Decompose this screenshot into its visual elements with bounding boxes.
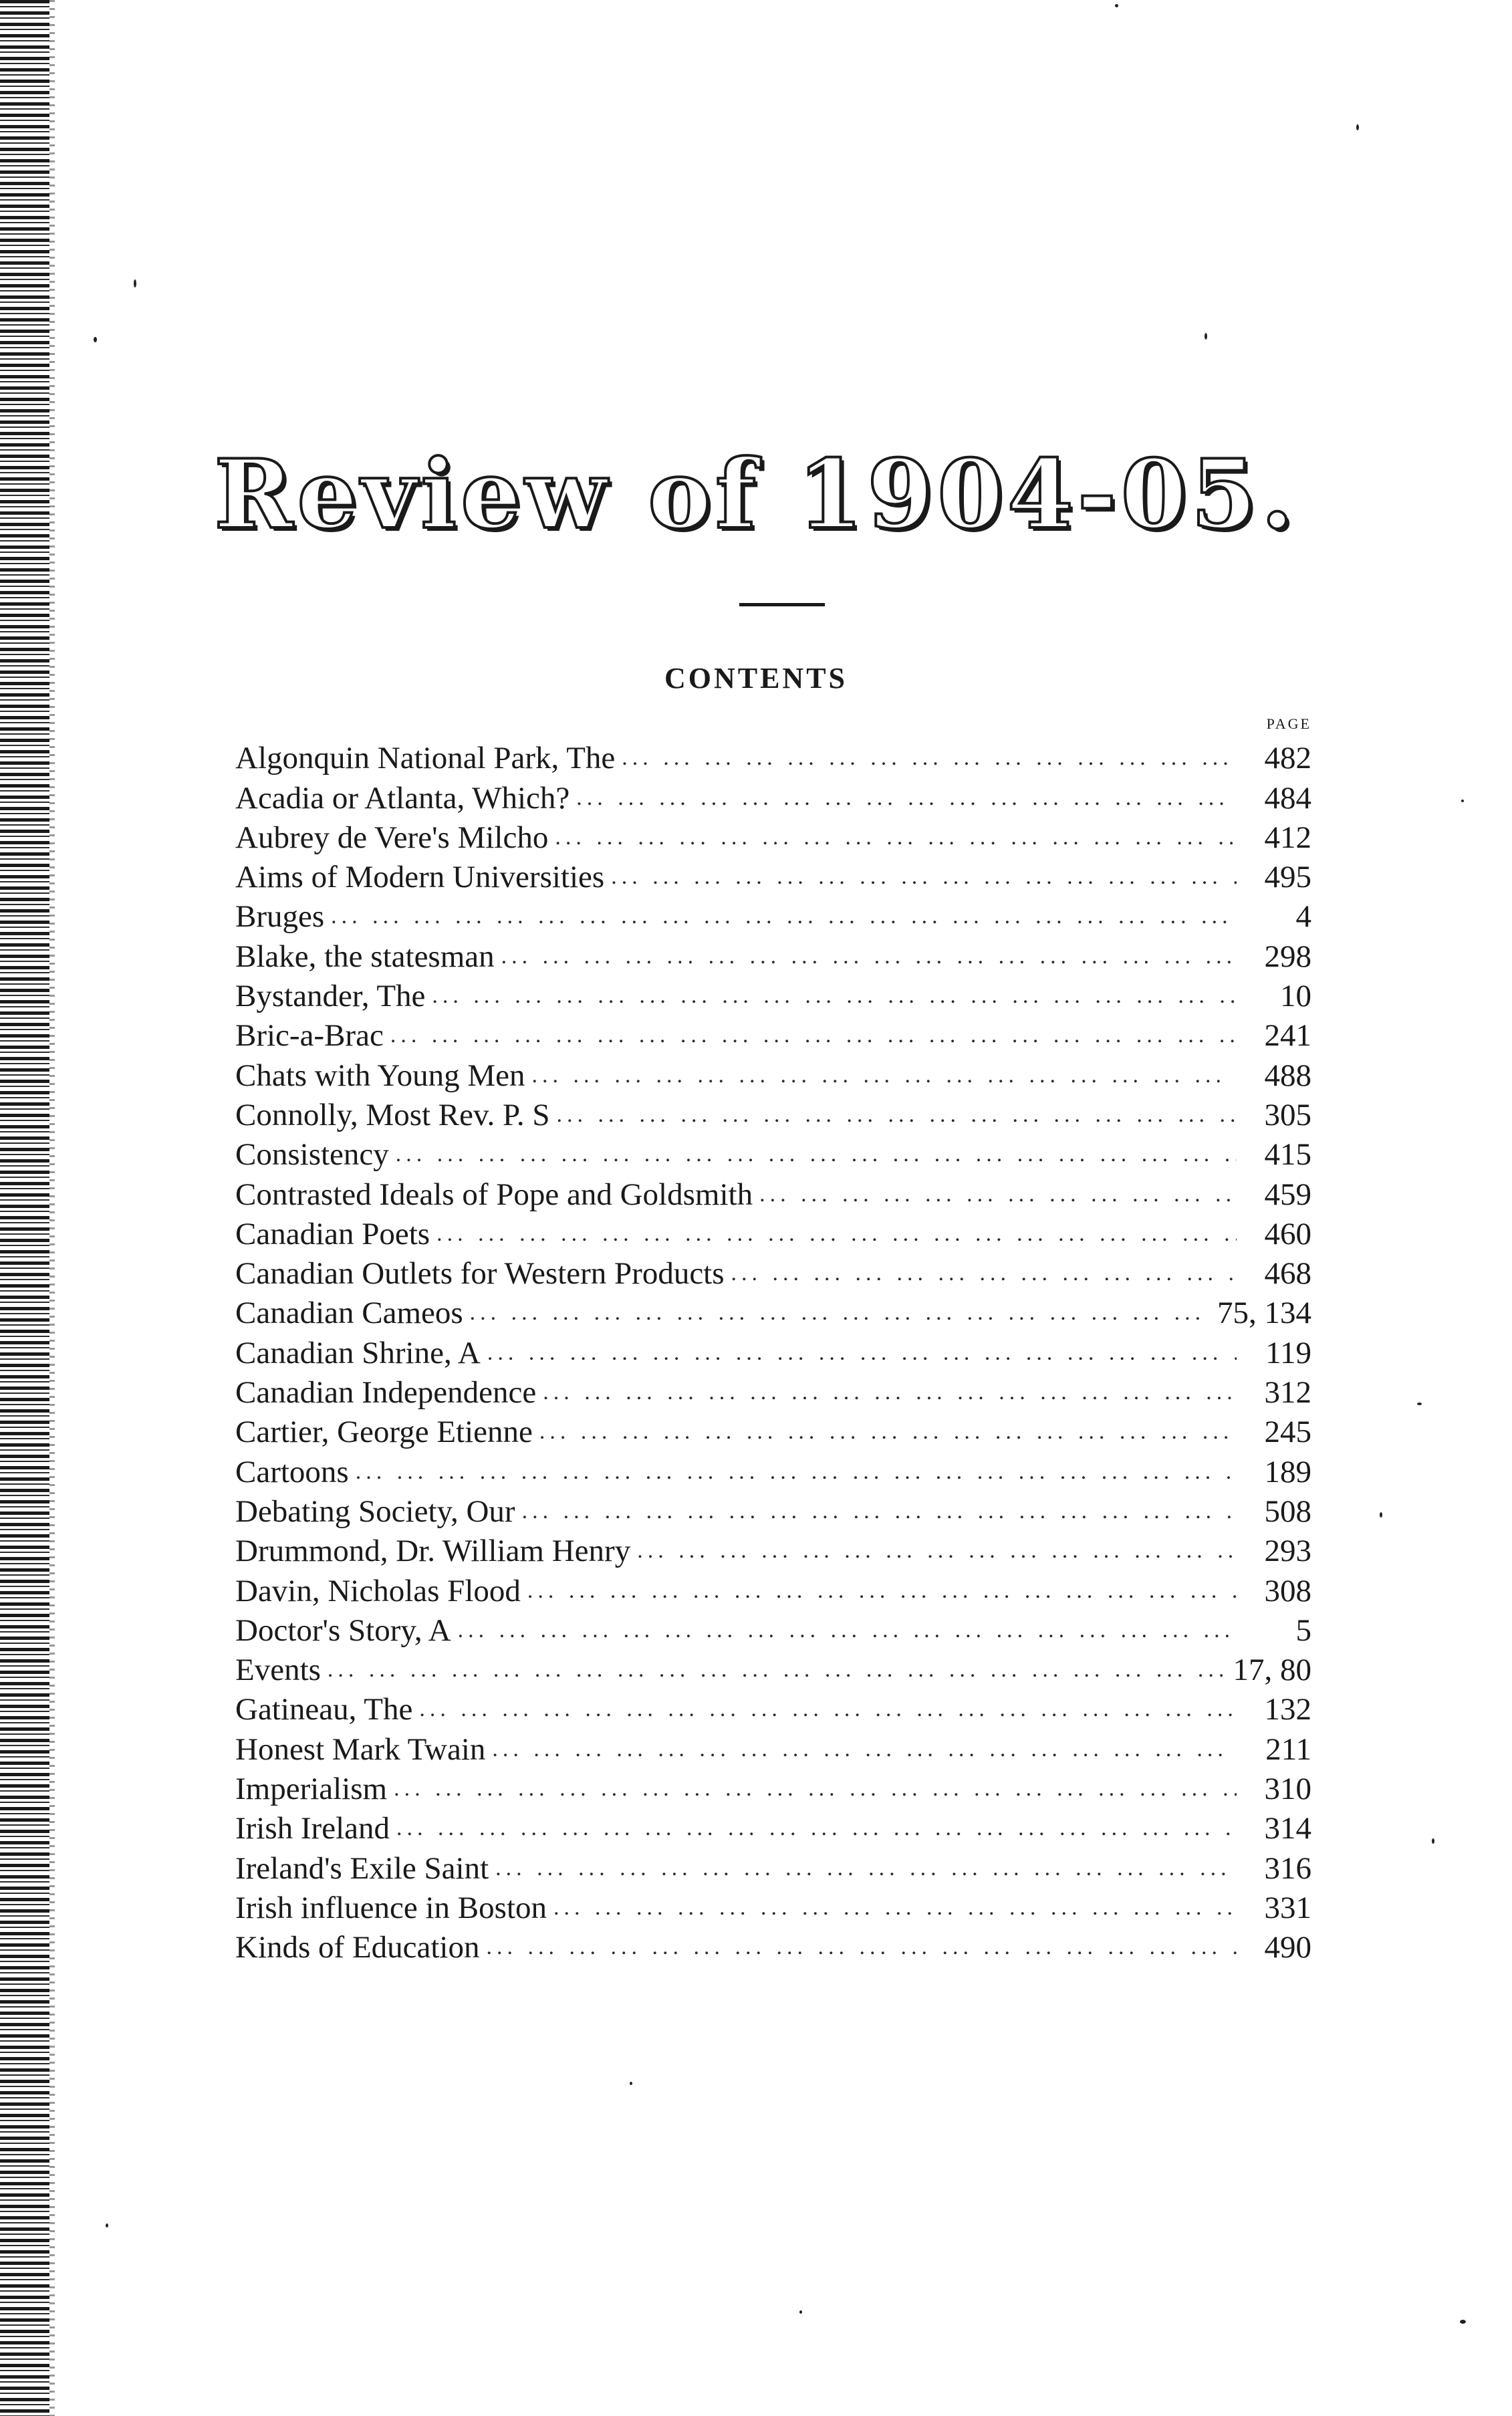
toc-entry-page: 241 xyxy=(1264,1018,1311,1054)
toc-entry-page: 488 xyxy=(1264,1058,1311,1093)
toc-entry xyxy=(235,1055,1311,1094)
table-of-contents xyxy=(235,738,1311,1967)
dot-leader xyxy=(553,1889,1237,1927)
dot-leader xyxy=(419,1690,1237,1729)
scan-speck xyxy=(1461,800,1464,802)
dot-leader xyxy=(731,1254,1237,1293)
dot-leader xyxy=(470,1294,1209,1332)
page-title: Review of 1904-05. xyxy=(214,439,1298,550)
scan-speck xyxy=(106,2223,108,2227)
toc-entry-title: Chats with Young Men xyxy=(235,1058,525,1093)
dot-leader xyxy=(622,739,1237,777)
toc-entry-title: Kinds of Education xyxy=(235,1930,480,1965)
toc-entry-page: 245 xyxy=(1264,1415,1311,1450)
dot-leader xyxy=(555,818,1237,857)
toc-entry xyxy=(235,1134,1311,1174)
toc-entry-title: Acadia or Atlanta, Which? xyxy=(235,780,570,816)
toc-entry xyxy=(235,1293,1311,1332)
toc-entry-page: 308 xyxy=(1264,1573,1311,1608)
toc-entry-page: 189 xyxy=(1264,1454,1311,1489)
title-rule xyxy=(739,603,825,606)
toc-entry-page: 495 xyxy=(1264,860,1311,895)
toc-entry-page: 508 xyxy=(1264,1493,1311,1529)
toc-entry-page: 482 xyxy=(1264,741,1311,776)
toc-entry-page: 312 xyxy=(1264,1375,1311,1411)
toc-entry-title: Aims of Modern Universities xyxy=(235,860,605,895)
toc-entry-page: 412 xyxy=(1264,820,1311,855)
toc-entry xyxy=(235,1412,1311,1451)
toc-entry-title: Canadian Independence xyxy=(235,1375,537,1411)
toc-entry xyxy=(235,1808,1311,1848)
toc-entry xyxy=(235,738,1311,777)
toc-entry xyxy=(235,1372,1311,1412)
toc-entry-page: 293 xyxy=(1264,1534,1311,1569)
toc-entry-page: 75, 134 xyxy=(1217,1296,1311,1331)
contents-heading: CONTENTS xyxy=(664,662,848,695)
dot-leader xyxy=(394,1770,1237,1808)
toc-entry-title: Honest Mark Twain xyxy=(235,1731,486,1767)
toc-entry xyxy=(235,1570,1311,1610)
toc-entry xyxy=(235,1888,1311,1927)
spine-shadow xyxy=(49,0,55,2416)
toc-entry-title: Consistency xyxy=(235,1137,389,1173)
toc-entry xyxy=(235,1451,1311,1491)
dot-leader xyxy=(501,937,1237,976)
toc-entry xyxy=(235,1015,1311,1055)
dot-leader xyxy=(432,977,1237,1015)
toc-entry-page: 5 xyxy=(1295,1612,1311,1648)
dot-leader xyxy=(356,1453,1237,1491)
toc-entry-title: Gatineau, The xyxy=(235,1692,413,1727)
dot-leader xyxy=(390,1016,1237,1055)
toc-entry xyxy=(235,1729,1311,1768)
toc-entry-title: Cartier, George Etienne xyxy=(235,1415,533,1450)
toc-entry xyxy=(235,1848,1311,1887)
scan-speck xyxy=(630,2082,632,2085)
toc-entry-page: 490 xyxy=(1264,1930,1311,1965)
toc-entry xyxy=(235,1491,1311,1531)
toc-entry-page: 460 xyxy=(1264,1216,1311,1251)
toc-entry-title: Canadian Outlets for Western Products xyxy=(235,1256,725,1292)
toc-entry-title: Canadian Poets xyxy=(235,1216,430,1251)
toc-entry xyxy=(235,1769,1311,1808)
toc-entry xyxy=(235,1332,1311,1372)
page-column-label: PAGE xyxy=(1266,715,1311,732)
toc-entry-page: 4 xyxy=(1295,899,1311,935)
toc-entry-page: 468 xyxy=(1264,1256,1311,1292)
toc-entry-title: Drummond, Dr. William Henry xyxy=(235,1534,631,1569)
toc-entry xyxy=(235,1610,1311,1650)
toc-entry xyxy=(235,857,1311,896)
toc-entry xyxy=(235,1253,1311,1293)
toc-entry xyxy=(235,936,1311,975)
toc-entry-title: Blake, the statesman xyxy=(235,939,495,974)
scan-speck xyxy=(1460,2320,1466,2324)
toc-entry xyxy=(235,1174,1311,1213)
toc-entry xyxy=(235,976,1311,1015)
toc-entry-title: Doctor's Story, A xyxy=(235,1612,451,1648)
dot-leader xyxy=(396,1809,1237,1848)
dot-leader xyxy=(487,1334,1237,1372)
dot-leader xyxy=(522,1492,1237,1531)
toc-entry-title: Bystander, The xyxy=(235,979,426,1014)
scan-speck xyxy=(1356,124,1359,130)
toc-entry-page: 10 xyxy=(1280,979,1311,1014)
toc-entry-title: Cartoons xyxy=(235,1454,349,1489)
toc-entry-title: Canadian Shrine, A xyxy=(235,1335,481,1370)
scan-speck xyxy=(1432,1838,1434,1844)
toc-entry xyxy=(235,818,1311,857)
scan-speck xyxy=(799,2310,802,2314)
toc-entry-title: Connolly, Most Rev. P. S xyxy=(235,1097,550,1132)
dot-leader xyxy=(495,1849,1237,1888)
toc-entry-title: Aubrey de Vere's Milcho xyxy=(235,820,549,855)
scan-speck xyxy=(134,279,136,287)
scan-speck xyxy=(94,337,97,342)
dot-leader xyxy=(328,1651,1225,1689)
toc-entry-title: Contrasted Ideals of Pope and Goldsmith xyxy=(235,1177,753,1212)
toc-entry-title: Bruges xyxy=(235,899,325,935)
toc-entry-page: 132 xyxy=(1264,1692,1311,1727)
toc-entry-page: 331 xyxy=(1264,1890,1311,1925)
dot-leader xyxy=(487,1928,1237,1967)
dot-leader xyxy=(331,897,1237,936)
dot-leader xyxy=(539,1413,1237,1451)
toc-entry-title: Davin, Nicholas Flood xyxy=(235,1573,521,1608)
toc-entry-page: 459 xyxy=(1264,1177,1311,1212)
toc-entry xyxy=(235,1531,1311,1570)
dot-leader xyxy=(557,1096,1237,1134)
toc-entry-page: 17, 80 xyxy=(1233,1653,1311,1688)
scan-speck xyxy=(1417,1403,1422,1405)
toc-entry xyxy=(235,1927,1311,1967)
toc-entry-page: 298 xyxy=(1264,939,1311,974)
toc-entry xyxy=(235,1689,1311,1729)
toc-entry-page: 316 xyxy=(1264,1850,1311,1886)
dot-leader xyxy=(492,1730,1237,1769)
dot-leader xyxy=(611,858,1237,896)
toc-entry-title: Debating Society, Our xyxy=(235,1493,515,1529)
dot-leader xyxy=(527,1572,1237,1610)
dot-leader xyxy=(637,1532,1237,1570)
toc-entry-title: Irish influence in Boston xyxy=(235,1890,547,1925)
toc-entry-page: 119 xyxy=(1265,1335,1311,1370)
toc-entry-title: Canadian Cameos xyxy=(235,1296,463,1331)
dot-leader xyxy=(396,1135,1237,1174)
dot-leader xyxy=(436,1215,1237,1253)
scan-speck xyxy=(1205,333,1207,340)
toc-entry-page: 314 xyxy=(1264,1811,1311,1846)
toc-entry-page: 211 xyxy=(1265,1731,1311,1767)
toc-entry-page: 310 xyxy=(1264,1772,1311,1807)
toc-entry xyxy=(235,1650,1311,1689)
toc-entry-page: 415 xyxy=(1264,1137,1311,1173)
toc-entry-title: Events xyxy=(235,1653,321,1688)
dot-leader xyxy=(759,1175,1237,1214)
toc-entry-title: Ireland's Exile Saint xyxy=(235,1850,489,1886)
toc-entry-title: Imperialism xyxy=(235,1772,388,1807)
toc-entry xyxy=(235,1095,1311,1134)
dot-leader xyxy=(543,1373,1237,1412)
toc-entry xyxy=(235,1214,1311,1253)
toc-entry-title: Irish Ireland xyxy=(235,1811,390,1846)
book-spine-edge xyxy=(0,0,49,2416)
scan-speck xyxy=(1115,4,1118,7)
toc-entry xyxy=(235,896,1311,936)
scan-speck xyxy=(1380,1512,1382,1518)
toc-entry-page: 484 xyxy=(1264,780,1311,816)
toc-entry xyxy=(235,777,1311,817)
dot-leader xyxy=(532,1056,1237,1095)
toc-entry-title: Bric-a-Brac xyxy=(235,1018,384,1054)
dot-leader xyxy=(458,1611,1237,1650)
toc-entry-page: 305 xyxy=(1264,1097,1311,1132)
toc-entry-title: Algonquin National Park, The xyxy=(235,741,616,776)
dot-leader xyxy=(576,779,1237,818)
